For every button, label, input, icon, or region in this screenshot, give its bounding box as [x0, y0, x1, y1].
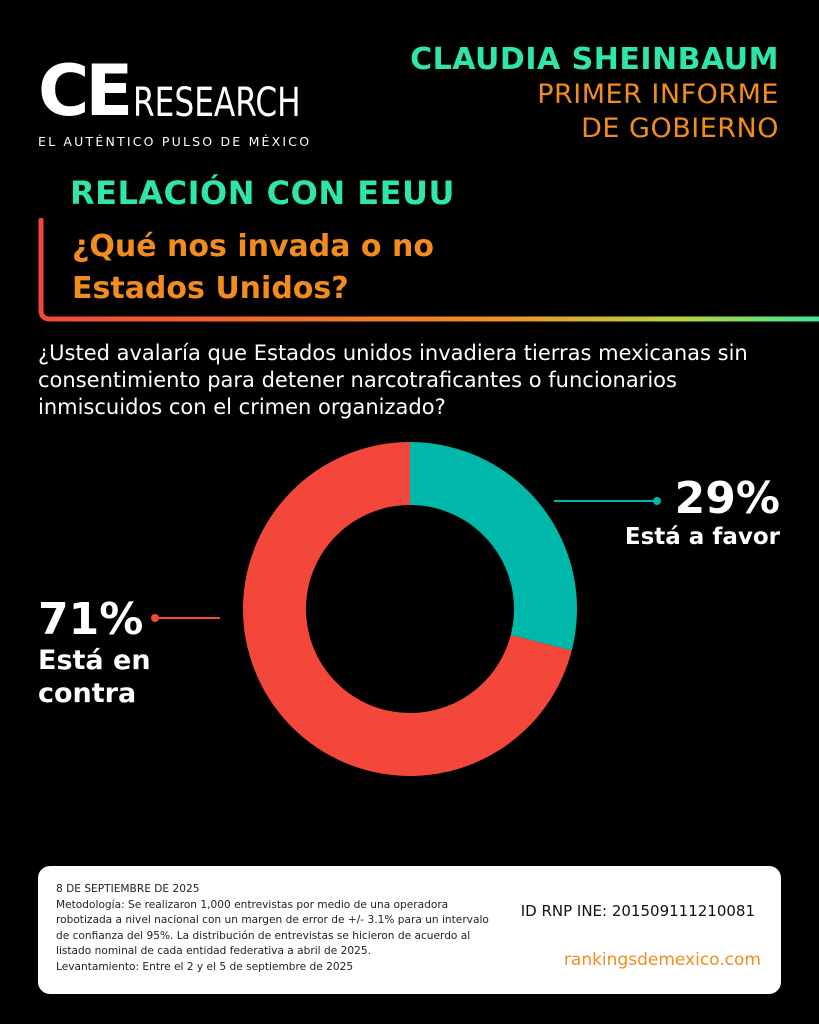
question-title	[72, 226, 572, 310]
report-header	[410, 42, 779, 146]
rnp-id: ID RNP INE: 201509111210081	[520, 902, 755, 920]
logo-wordmark	[38, 50, 318, 132]
data-label-contra: 71%	[38, 594, 144, 645]
donut-chart	[0, 440, 819, 780]
question-line2: Estados Unidos?	[72, 271, 349, 306]
question-line1: ¿Qué nos invada o no	[72, 229, 434, 264]
topic-title: RELACIÓN CON EEUU	[70, 174, 455, 212]
header-subtitle-line2: DE GOBIERNO	[581, 113, 779, 144]
survey-question: ¿Usted avalaría que Estados unidos invadiera tierras mexicanas sin consentimiento para detener narcotraficantes o funcionarios inmiscuidos con el crimen organizado?	[38, 341, 748, 419]
brand-tagline: EL AUTÉNTICO PULSO DE MÉXICO	[38, 134, 312, 149]
category-label-favor: Está a favor	[624, 524, 780, 550]
header-name: CLAUDIA SHEINBAUM	[410, 42, 779, 77]
category-label-contra: contra	[38, 678, 137, 709]
footer-methodology: Metodología: Se realizaron 1,000 entrevistas por medio de una operadora robotizada a nivel nacional con un margen de error de +/- 3.1% para un intervalo de confianza del 95%. La distribución de entrevistas se hicieron de acuerdo al listado nominal de cada entidad federativa a abril de 2025.	[56, 898, 489, 958]
leader-line-favor-dot	[653, 497, 661, 505]
logo-research: RESEARCH	[133, 80, 301, 126]
footer-card	[38, 866, 781, 994]
footer-notes	[56, 882, 496, 976]
footer-fieldwork: Levantamiento: Entre el 2 y el 5 de septiembre de 2025	[56, 960, 354, 973]
header-subtitle-line1: PRIMER INFORME	[537, 79, 779, 110]
donut-slice-favor	[410, 442, 577, 651]
source-link[interactable]: rankingsdemexico.com	[563, 950, 761, 970]
brand-logo	[38, 50, 318, 149]
category-label-contra: Está en	[38, 645, 151, 676]
data-label-favor: 29%	[674, 473, 780, 524]
leader-line-contra-dot	[151, 614, 159, 622]
footer-date: 8 DE SEPTIEMBRE DE 2025	[56, 883, 200, 895]
logo-ce: CE	[38, 50, 130, 132]
